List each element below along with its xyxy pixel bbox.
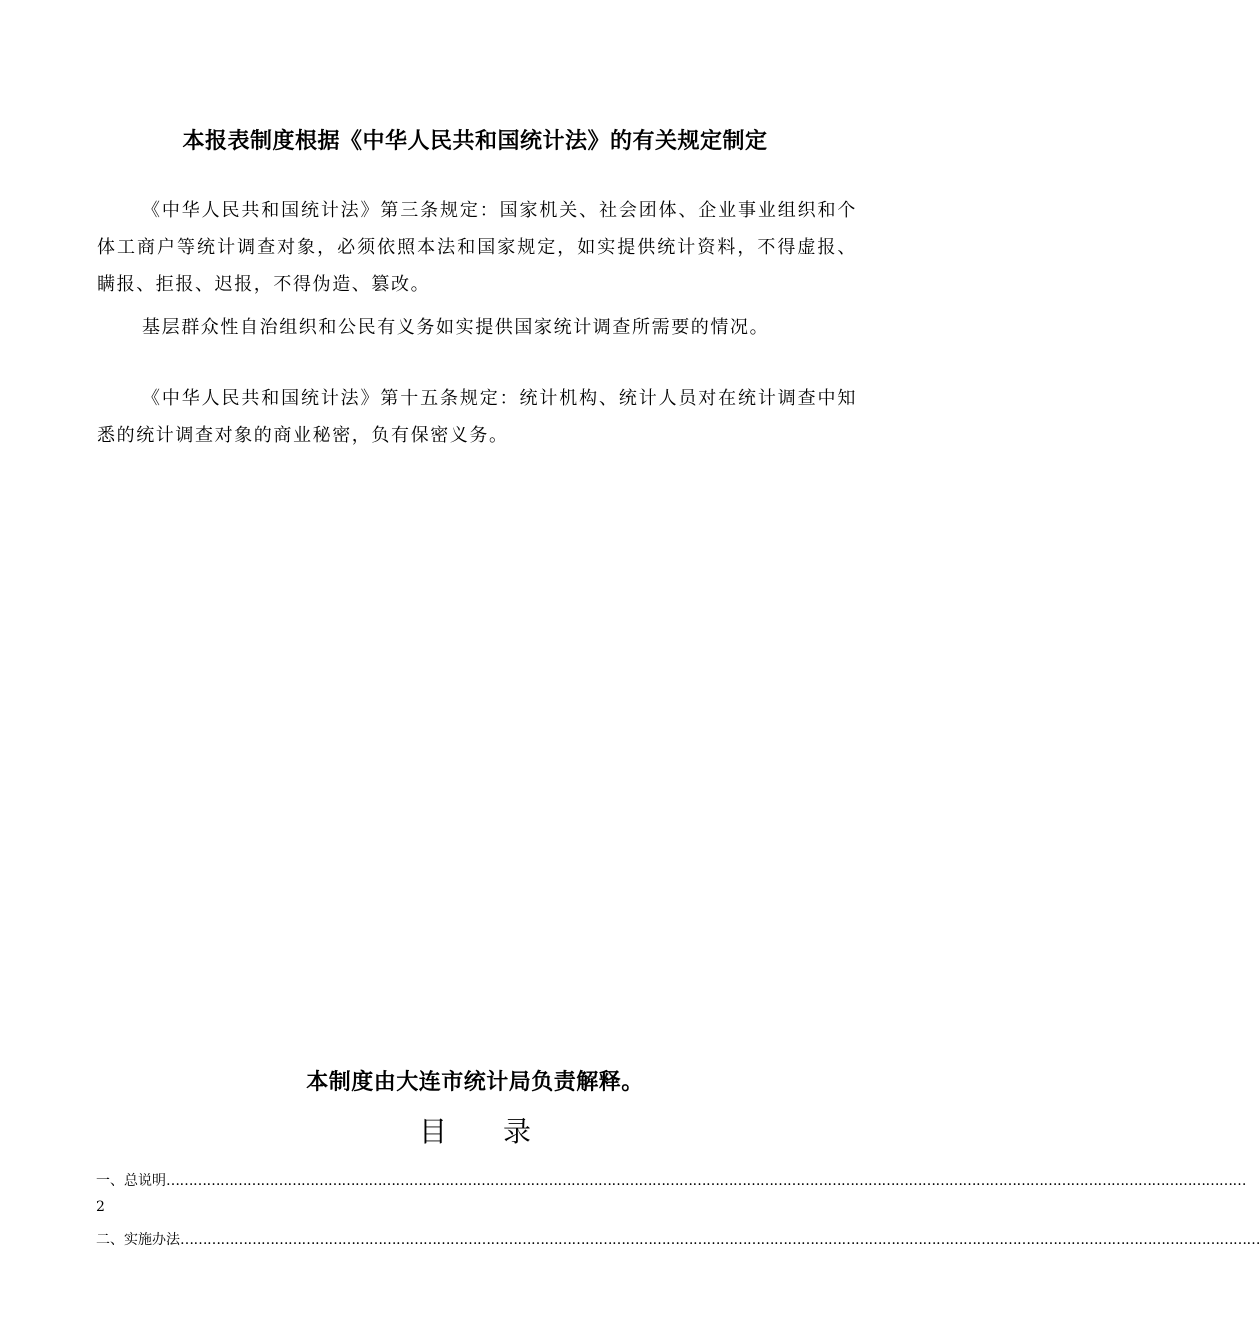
toc-dot-leader: …………………………………………………………………………………………………………………………………………………………………………………………………………………… — [166, 1173, 1246, 1189]
law-article-3-paragraph: 《中华人民共和国统计法》第三条规定：国家机关、社会团体、企业事业组织和个体工商户等统计调查对象，必须依照本法和国家规定，如实提供统计资料，不得虚报、瞒报、拒报、迟报，不得伪造、篡改。 — [97, 200, 857, 295]
toc-title-char-2: 录 — [503, 1115, 532, 1148]
toc-entry-general-description[interactable] — [96, 1170, 1246, 1190]
toc-entry-page-number: 2 — [96, 1199, 105, 1215]
interpretation-statement: 本制度由大连市统计局负责解释。 — [306, 1070, 644, 1095]
toc-dot-leader: …………………………………………………………………………………………………………………………………………………………………………………………………………………… — [180, 1232, 1260, 1248]
document-title: 本报表制度根据《中华人民共和国统计法》的有关规定制定 — [182, 129, 768, 154]
law-article-15-paragraph: 《中华人民共和国统计法》第十五条规定：统计机构、统计人员对在统计调查中知悉的统计调查对象的商业秘密，负有保密义务。 — [97, 388, 857, 446]
toc-title-char-1: 目 — [418, 1115, 447, 1148]
toc-entry-label: 二、实施办法 — [96, 1232, 180, 1248]
toc-entry-label: 一、总说明 — [96, 1173, 166, 1189]
toc-title — [0, 1110, 950, 1150]
toc-entry-implementation-method[interactable] — [96, 1229, 1260, 1249]
citizen-obligation-paragraph: 基层群众性自治组织和公民有义务如实提供国家统计调查所需要的情况。 — [142, 317, 770, 338]
